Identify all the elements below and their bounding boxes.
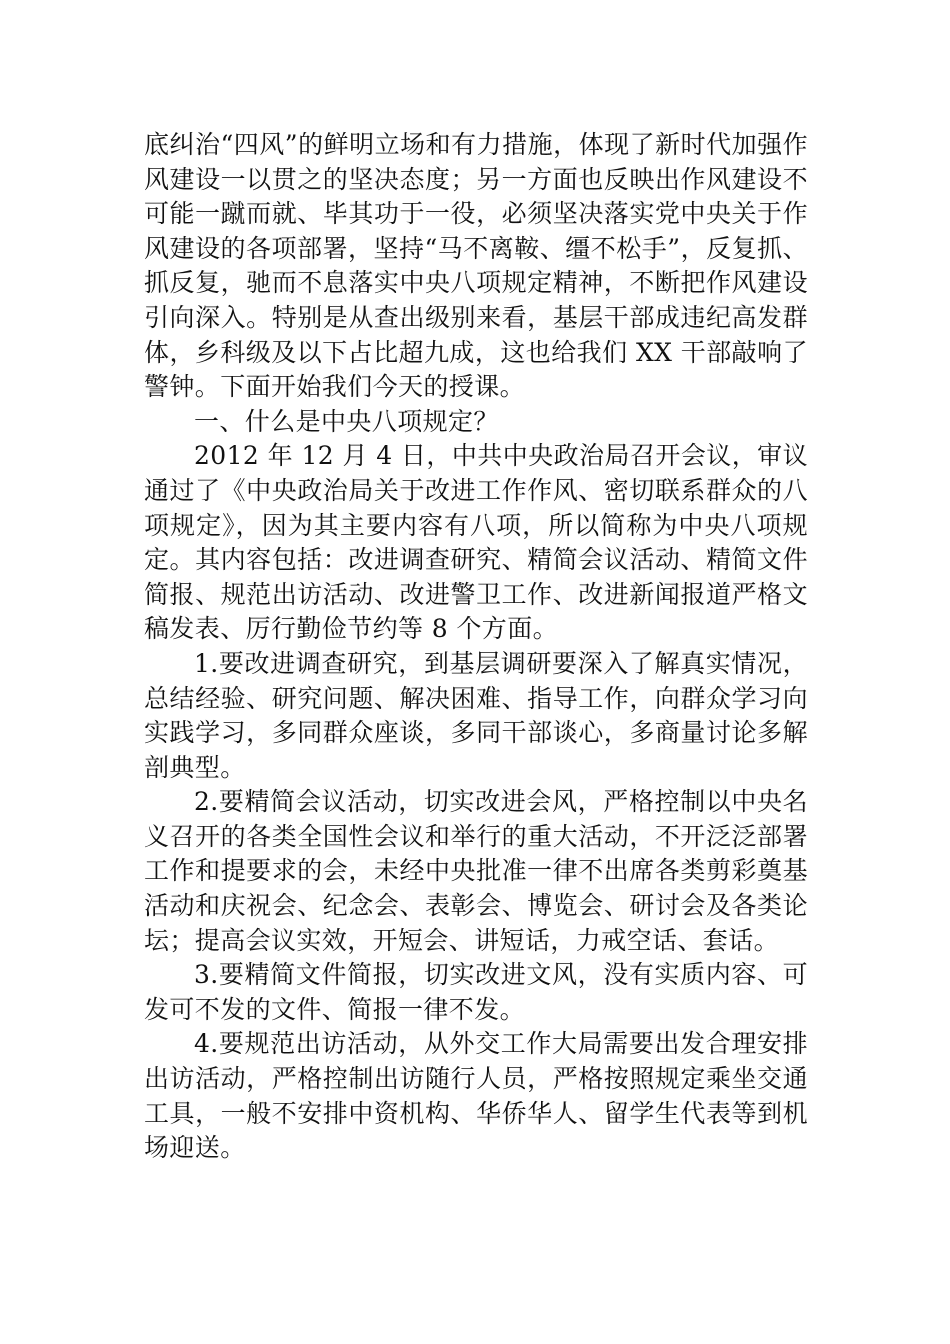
document-body (144, 128, 808, 1166)
paragraph: 2012 年 12 月 4 日，中共中央政治局召开会议，审议通过了《中央政治局关于改进工作作风、密切联系群众的八项规定》，因为其主要内容有八项，所以简称为中央八项规定。其内容包括：改进调查研究、精简会议活动、精简文件简报、规范出访活动、改进警卫工作、改进新闻报道严格文稿发表、厉行勤俭节约等 8 个方面。 (144, 441, 808, 644)
section-heading: 一、什么是中央八项规定？ (194, 406, 499, 436)
list-item-paragraph: 3.要精简文件简报，切实改进文风，没有实质内容、可发可不发的文件、简报一律不发。 (144, 960, 808, 1024)
list-item-paragraph: 2.要精简会议活动，切实改进会风，严格控制以中央名义召开的各类全国性会议和举行的重大活动，不开泛泛部署工作和提要求的会，未经中央批准一律不出席各类剪彩奠基活动和庆祝会、纪念会、表彰会、博览会、研讨会及各类论坛；提高会议实效，开短会、讲短话，力戒空话、套话。 (144, 787, 808, 955)
list-item-paragraph: 4.要规范出访活动，从外交工作大局需要出发合理安排出访活动，严格控制出访随行人员，严格按照规定乘坐交通工具，一般不安排中资机构、华侨华人、留学生代表等到机场迎送。 (144, 1029, 808, 1163)
continued-paragraph: 底纠治“四风”的鲜明立场和有力措施，体现了新时代加强作风建设一以贯之的坚决态度；另一方面也反映出作风建设不可能一蹴而就、毕其功于一役，必须坚决落实党中央关于作风建设的各项部署，坚持“马不离鞍、缰不松手”，反复抓、抓反复，驰而不息落实中央八项规定精神，不断把作风建设引向深入。特别是从查出级别来看，基层干部成违纪高发群体，乡科级及以下占比超九成，这也给我们 XX 干部敲响了警钟。下面开始我们今天的授课。 (144, 130, 808, 402)
list-item-paragraph: 1.要改进调查研究，到基层调研要深入了解真实情况，总结经验、研究问题、解决困难、指导工作，向群众学习向实践学习，多同群众座谈，多同干部谈心，多商量讨论多解剖典型。 (144, 648, 808, 782)
